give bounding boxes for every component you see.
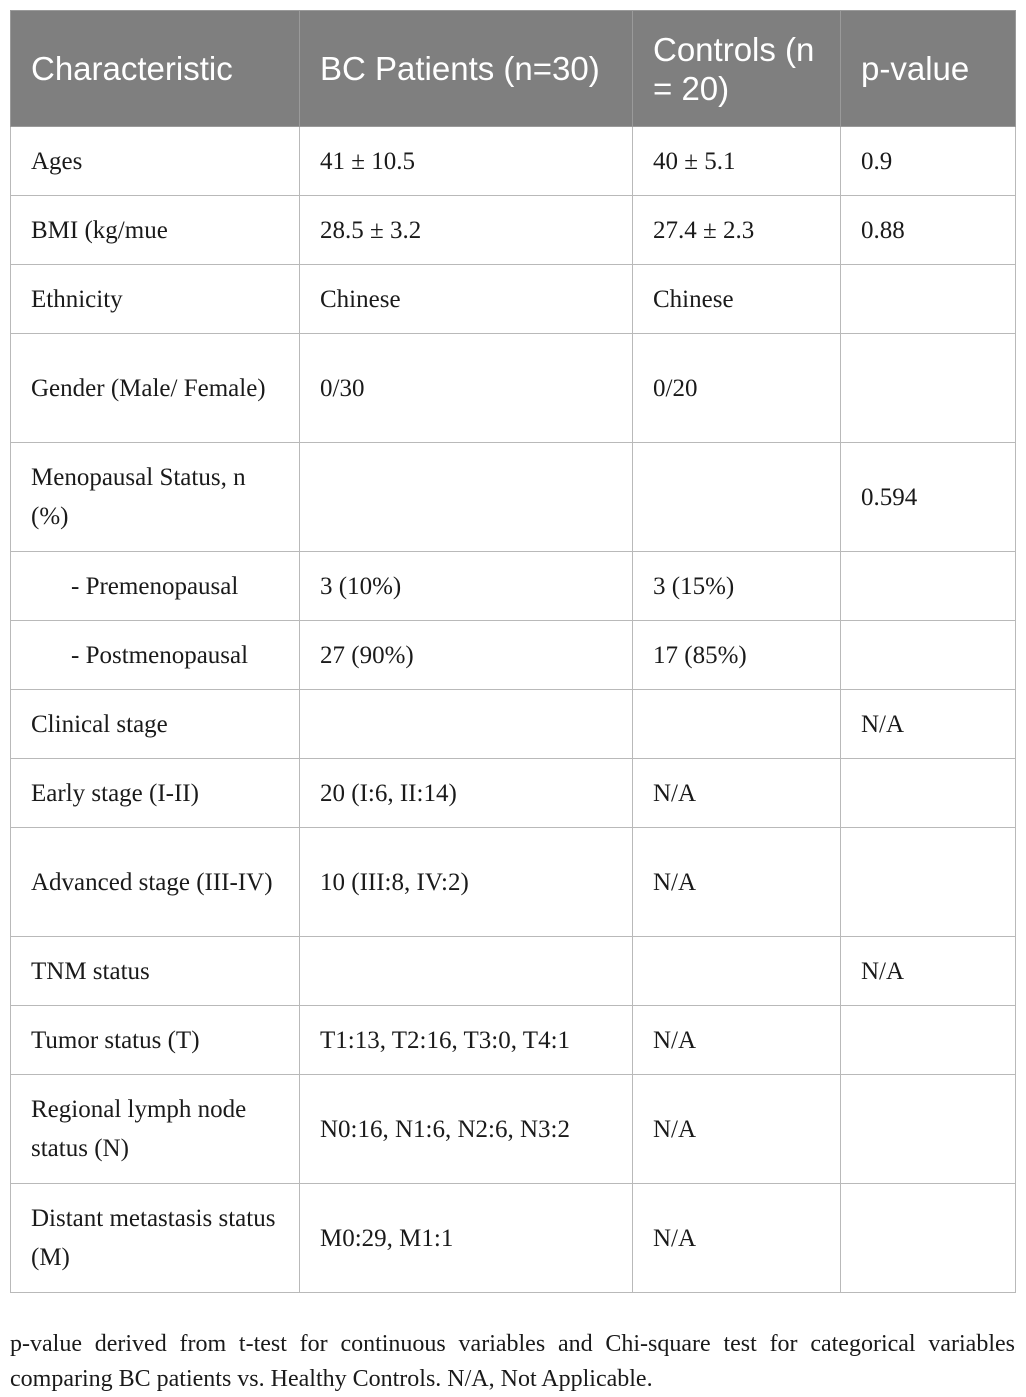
cell-characteristic: Ages	[11, 127, 300, 196]
cell-p-value	[841, 828, 1016, 937]
table-row	[11, 127, 1016, 196]
characteristics-table	[10, 10, 1016, 1293]
table-row	[11, 828, 1016, 937]
cell-controls: N/A	[633, 828, 841, 937]
cell-characteristic: Tumor status (T)	[11, 1006, 300, 1075]
cell-bc-patients: 20 (I:6, II:14)	[300, 759, 633, 828]
table-row	[11, 265, 1016, 334]
table-row	[11, 690, 1016, 759]
table-row	[11, 759, 1016, 828]
cell-characteristic: Menopausal Status, n (%)	[11, 443, 300, 552]
cell-p-value	[841, 621, 1016, 690]
header-bc-patients: BC Patients (n=30)	[300, 11, 633, 127]
cell-bc-patients	[300, 690, 633, 759]
header-row	[11, 11, 1016, 127]
cell-characteristic: BMI (kg/mue	[11, 196, 300, 265]
cell-controls: Chinese	[633, 265, 841, 334]
cell-characteristic: Early stage (I-II)	[11, 759, 300, 828]
cell-controls	[633, 937, 841, 1006]
cell-p-value	[841, 552, 1016, 621]
cell-bc-patients: 3 (10%)	[300, 552, 633, 621]
table-row	[11, 1006, 1016, 1075]
cell-characteristic: Distant metastasis status (M)	[11, 1184, 300, 1293]
cell-bc-patients: 0/30	[300, 334, 633, 443]
table-row	[11, 552, 1016, 621]
cell-bc-patients: M0:29, M1:1	[300, 1184, 633, 1293]
table-row	[11, 443, 1016, 552]
table-row	[11, 334, 1016, 443]
table-row	[11, 937, 1016, 1006]
table-body	[11, 127, 1016, 1293]
cell-characteristic: Gender (Male/ Female)	[11, 334, 300, 443]
cell-controls: 27.4 ± 2.3	[633, 196, 841, 265]
cell-bc-patients	[300, 937, 633, 1006]
cell-characteristic: Advanced stage (III-IV)	[11, 828, 300, 937]
cell-controls: 0/20	[633, 334, 841, 443]
cell-characteristic: Ethnicity	[11, 265, 300, 334]
cell-characteristic: TNM status	[11, 937, 300, 1006]
table-footnote: p-value derived from t-test for continuous variables and Chi-square test for categorical variables comparing BC patients vs. Healthy Controls. N/A, Not Applicable.	[10, 1331, 1015, 1392]
cell-bc-patients: Chinese	[300, 265, 633, 334]
header-characteristic: Characteristic	[11, 11, 300, 127]
table-header	[11, 11, 1016, 127]
cell-p-value	[841, 1006, 1016, 1075]
cell-p-value: 0.88	[841, 196, 1016, 265]
cell-controls: N/A	[633, 1075, 841, 1184]
header-p-value: p-value	[841, 11, 1016, 127]
cell-controls	[633, 690, 841, 759]
cell-bc-patients: N0:16, N1:6, N2:6, N3:2	[300, 1075, 633, 1184]
cell-controls: 40 ± 5.1	[633, 127, 841, 196]
table-row	[11, 1184, 1016, 1293]
cell-p-value: N/A	[841, 690, 1016, 759]
cell-p-value	[841, 759, 1016, 828]
cell-bc-patients: 28.5 ± 3.2	[300, 196, 633, 265]
cell-controls: 3 (15%)	[633, 552, 841, 621]
cell-bc-patients: 41 ± 10.5	[300, 127, 633, 196]
cell-bc-patients: T1:13, T2:16, T3:0, T4:1	[300, 1006, 633, 1075]
cell-p-value	[841, 1075, 1016, 1184]
cell-p-value	[841, 334, 1016, 443]
cell-controls: N/A	[633, 1006, 841, 1075]
header-controls: Controls (n = 20)	[633, 11, 841, 127]
cell-characteristic: Clinical stage	[11, 690, 300, 759]
cell-p-value: 0.594	[841, 443, 1016, 552]
table-row	[11, 1075, 1016, 1184]
cell-controls: 17 (85%)	[633, 621, 841, 690]
cell-characteristic: - Postmenopausal	[11, 621, 300, 690]
table-row	[11, 196, 1016, 265]
characteristics-table-container	[10, 10, 1015, 1293]
cell-p-value	[841, 265, 1016, 334]
cell-p-value: N/A	[841, 937, 1016, 1006]
cell-controls: N/A	[633, 759, 841, 828]
cell-bc-patients: 27 (90%)	[300, 621, 633, 690]
cell-p-value: 0.9	[841, 127, 1016, 196]
cell-controls: N/A	[633, 1184, 841, 1293]
cell-p-value	[841, 1184, 1016, 1293]
table-row	[11, 621, 1016, 690]
cell-characteristic: Regional lymph node status (N)	[11, 1075, 300, 1184]
cell-characteristic: - Premenopausal	[11, 552, 300, 621]
cell-bc-patients: 10 (III:8, IV:2)	[300, 828, 633, 937]
cell-controls	[633, 443, 841, 552]
cell-bc-patients	[300, 443, 633, 552]
